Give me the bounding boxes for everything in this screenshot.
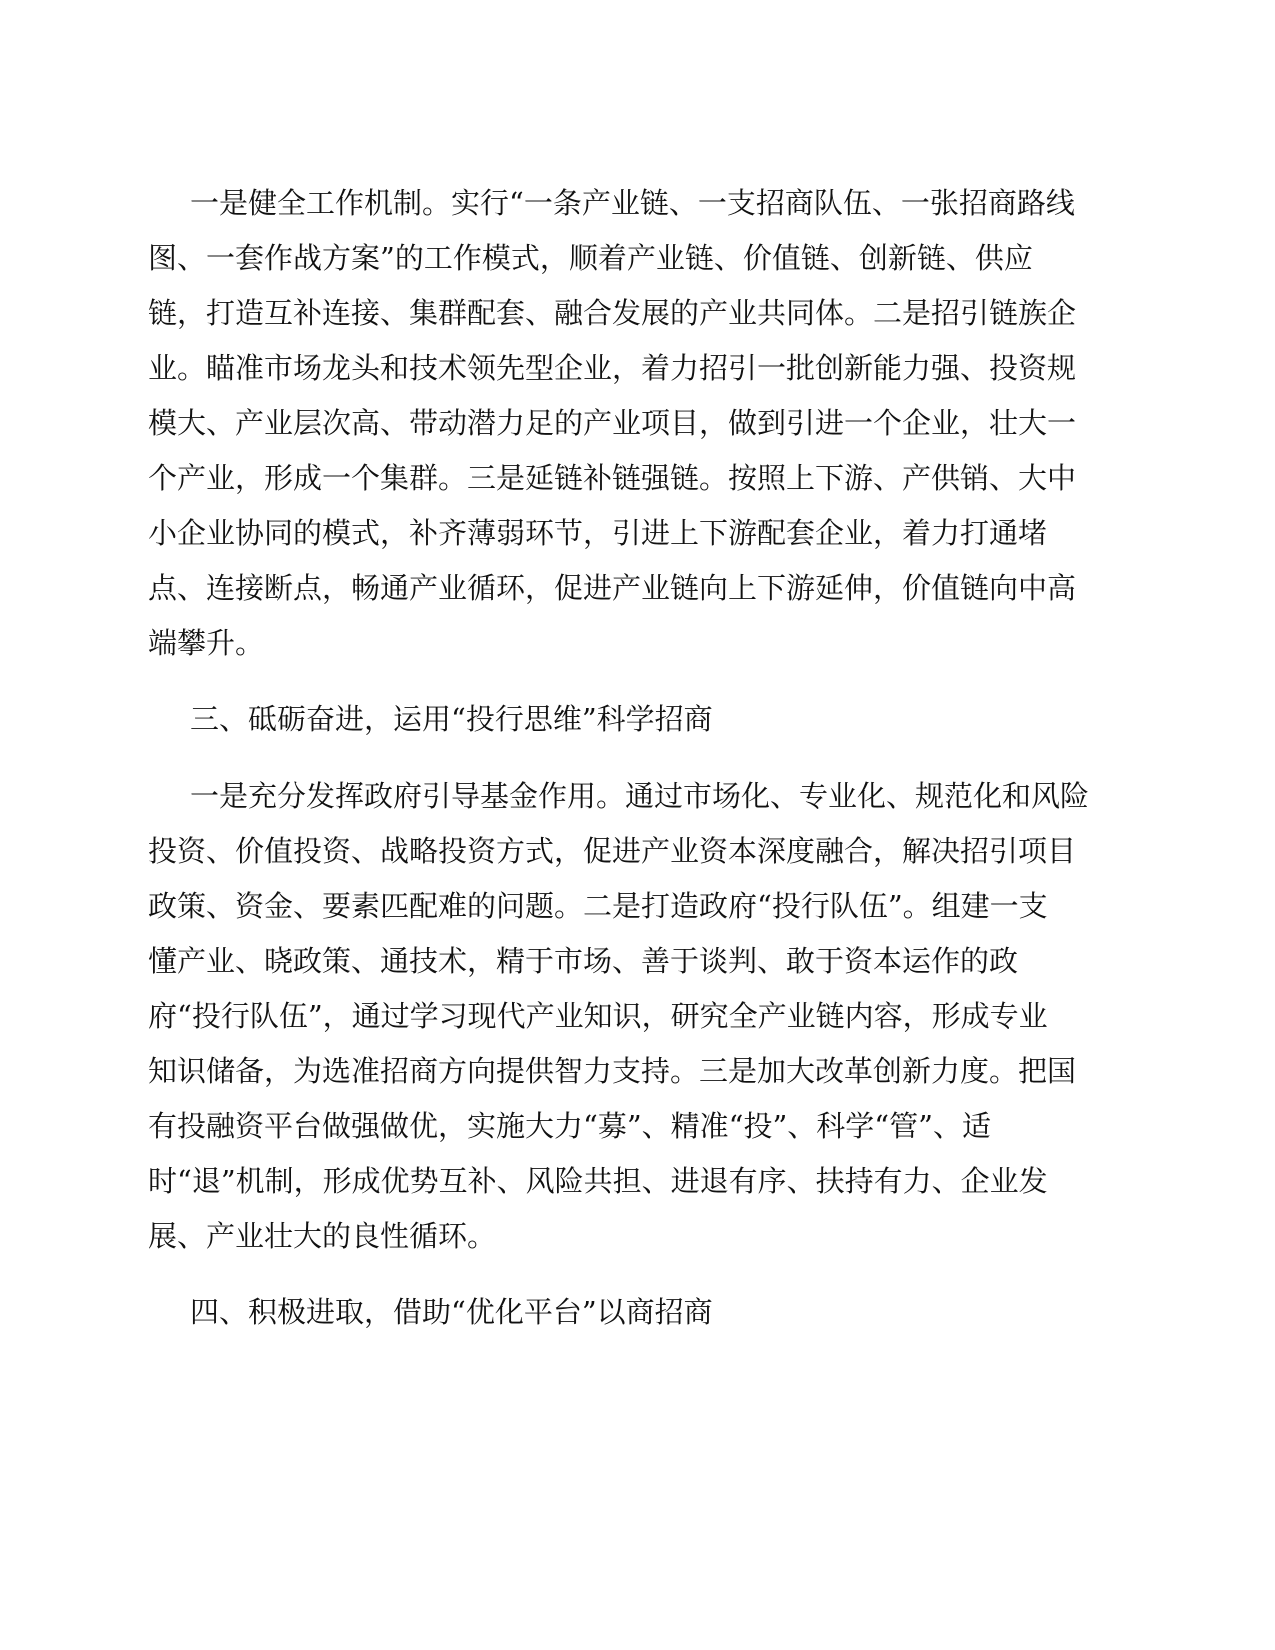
paragraph-2-line-9: 展、产业壮大的良性循环。 [148, 1219, 497, 1253]
paragraph-1-line-1: 一是健全工作机制。实行“一条产业链、一支招商队伍、一张招商路线 [190, 186, 1075, 220]
paragraph-1-line-3: 链，打造互补连接、集群配套、融合发展的产业共同体。二是招引链族企 [148, 296, 1077, 330]
paragraph-1-line-2: 图、一套作战方案”的工作模式，顺着产业链、价值链、创新链、供应 [148, 241, 1033, 275]
paragraph-2-line-8: 时“退”机制，形成优势互补、风险共担、进退有序、扶持有力、企业发 [148, 1164, 1048, 1198]
paragraph-2-line-5: 府“投行队伍”，通过学习现代产业知识，研究全产业链内容，形成专业 [148, 999, 1048, 1033]
paragraph-2-line-1: 一是充分发挥政府引导基金作用。通过市场化、专业化、规范化和风险 [190, 779, 1090, 813]
paragraph-1-line-9: 端攀升。 [148, 626, 265, 660]
paragraph-2-line-4: 懂产业、晓政策、通技术，精于市场、善于谈判、敢于资本运作的政 [148, 944, 1019, 978]
paragraph-1-line-7: 小企业协同的模式，补齐薄弱环节，引进上下游配套企业，着力打通堵 [148, 516, 1048, 550]
paragraph-2-line-2: 投资、价值投资、战略投资方式，促进产业资本深度融合，解决招引项目 [148, 834, 1077, 868]
paragraph-2-line-7: 有投融资平台做强做优，实施大力“募”、精准“投”、科学“管”、适 [148, 1109, 991, 1143]
paragraph-2-line-6: 知识储备，为选准招商方向提供智力支持。三是加大改革创新力度。把国 [148, 1054, 1077, 1088]
paragraph-1-line-5: 模大、产业层次高、带动潜力足的产业项目，做到引进一个企业，壮大一 [148, 406, 1077, 440]
paragraph-2-line-3: 政策、资金、要素匹配难的问题。二是打造政府“投行队伍”。组建一支 [148, 889, 1048, 923]
paragraph-1-line-4: 业。瞄准市场龙头和技术领先型企业，着力招引一批创新能力强、投资规 [148, 351, 1077, 385]
paragraph-1-line-8: 点、连接断点，畅通产业循环，促进产业链向上下游延伸，价值链向中高 [148, 571, 1077, 605]
paragraph-1-line-6: 个产业，形成一个集群。三是延链补链强链。按照上下游、产供销、大中 [148, 461, 1077, 495]
section-heading-4: 四、积极进取，借助“优化平台”以商招商 [190, 1295, 713, 1329]
section-heading-3: 三、砥砺奋进，运用“投行思维”科学招商 [190, 702, 713, 736]
